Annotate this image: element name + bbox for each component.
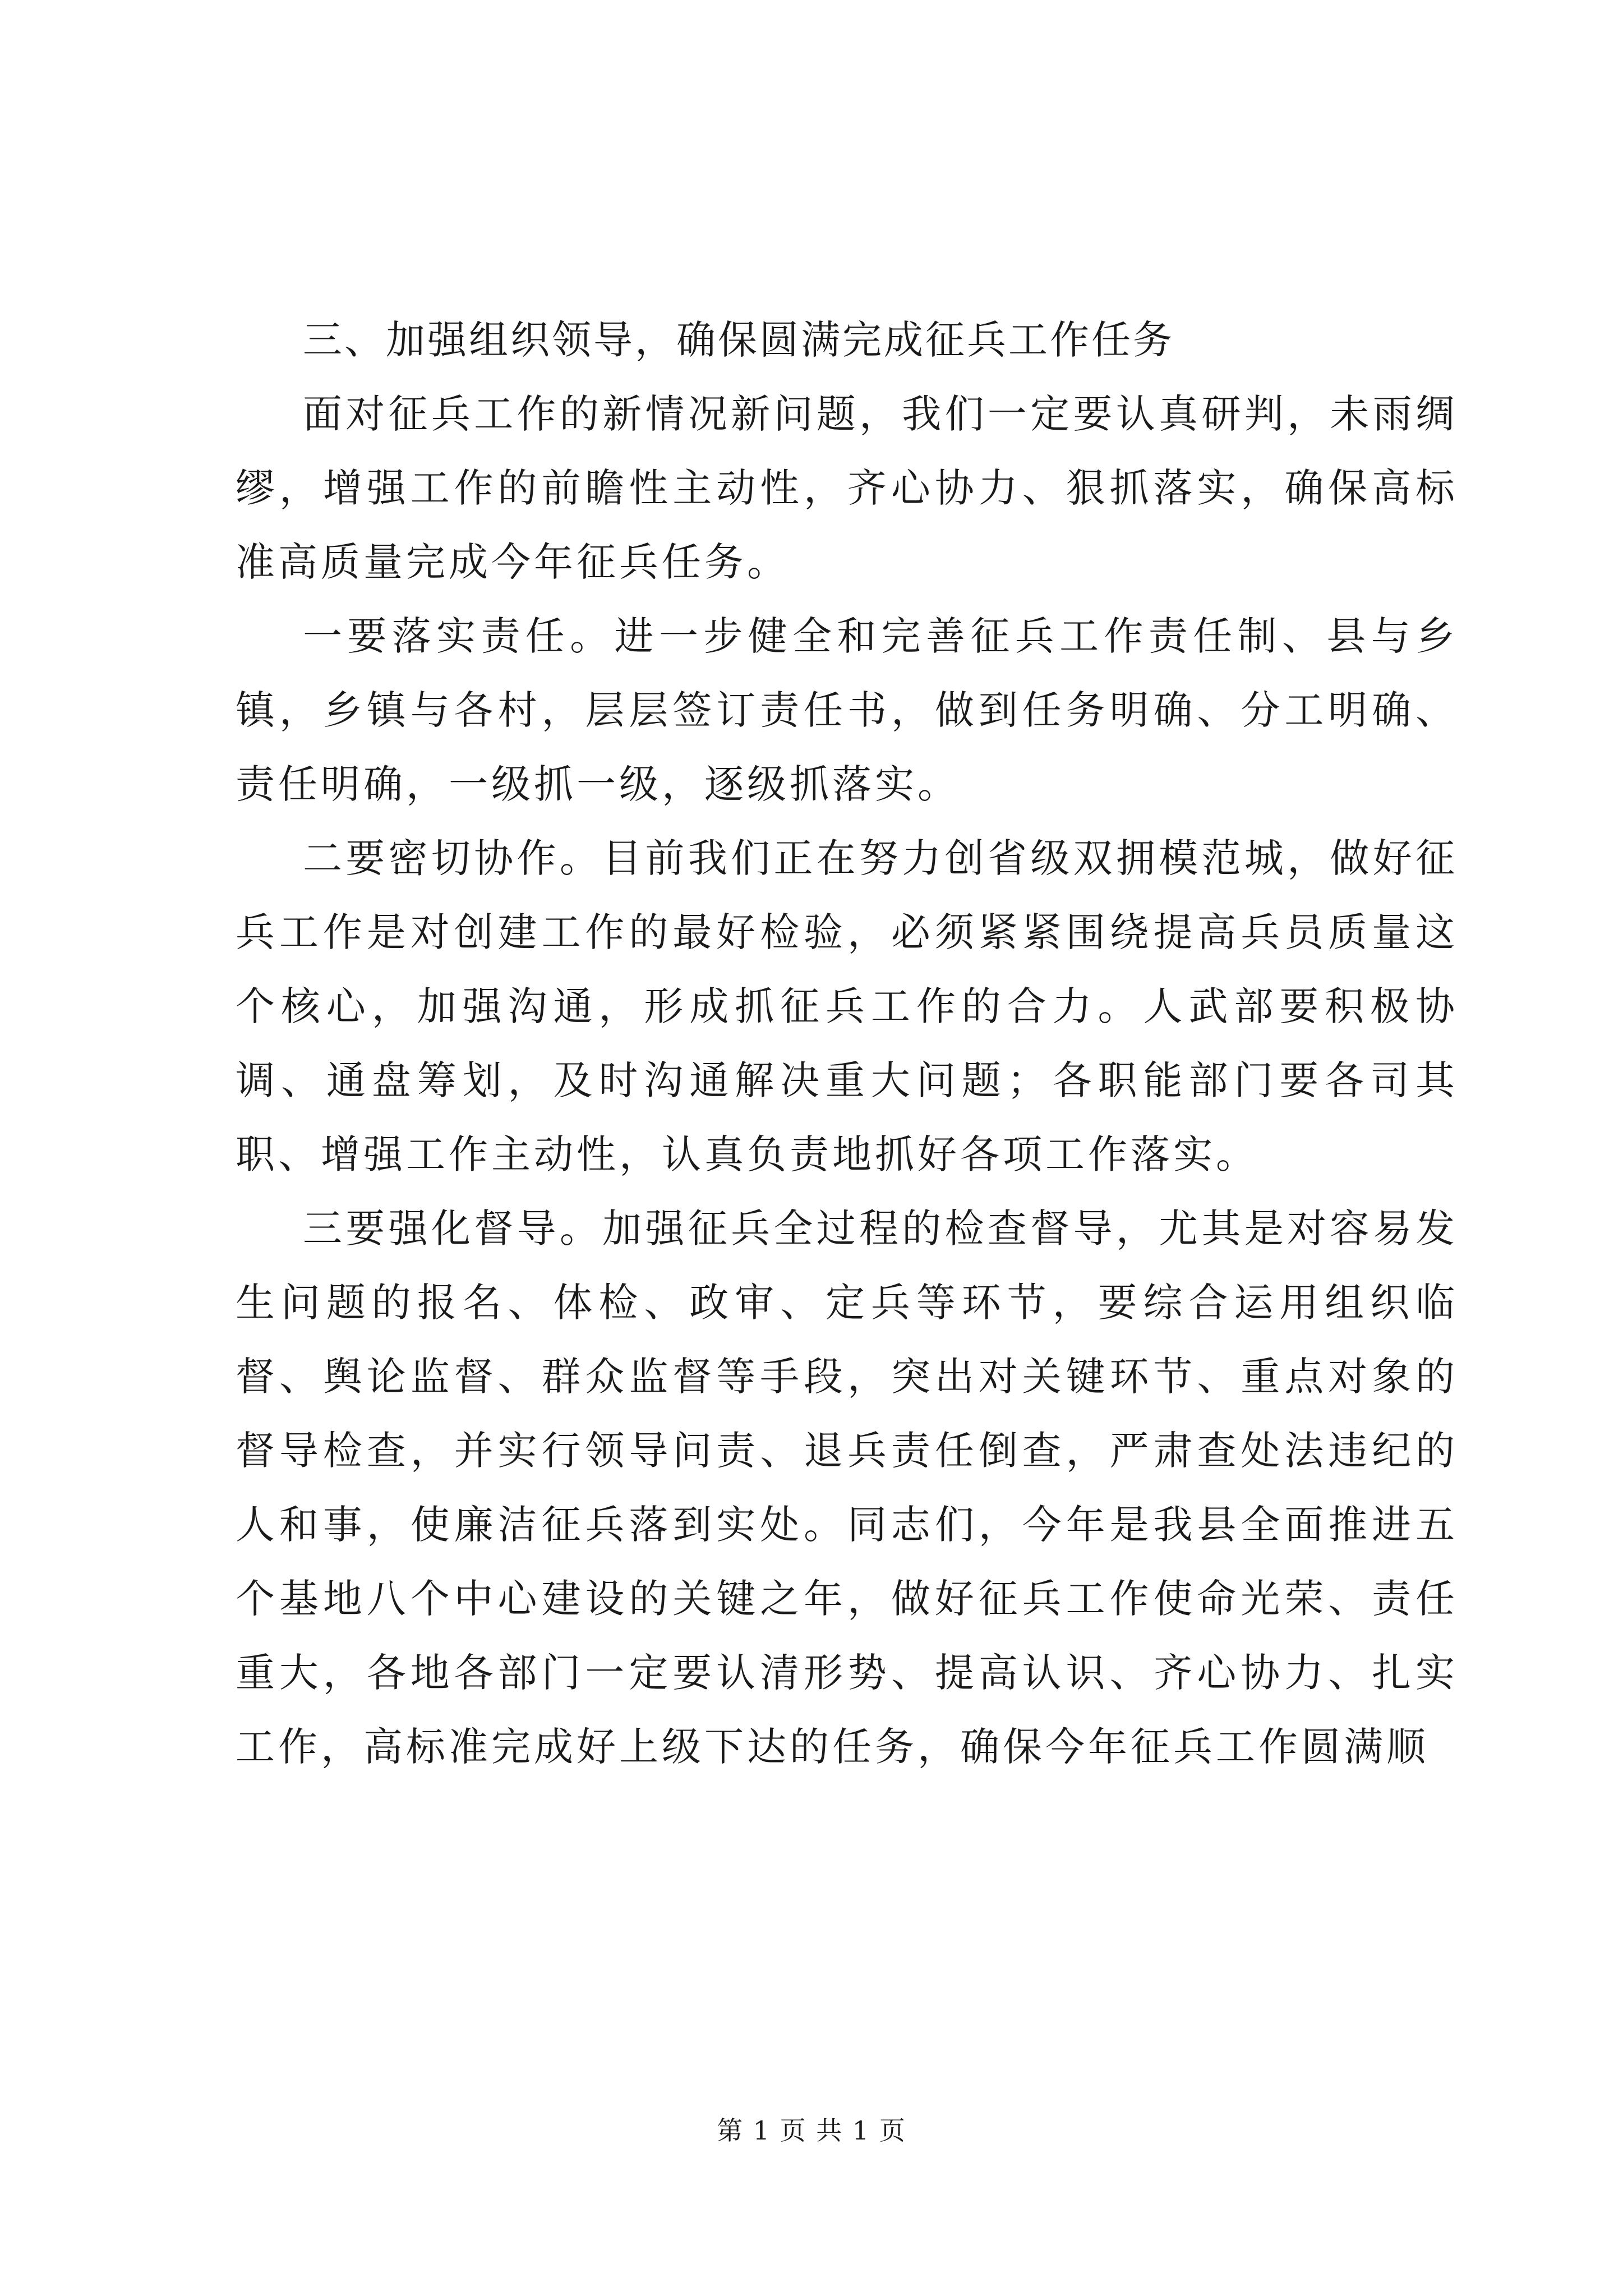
page-footer: 第 1 页 共 1 页 [717,2115,906,2146]
paragraph-responsibility: 一要落实责任。进一步健全和完善征兵工作责任制、县与乡镇，乡镇与各村，层层签订责任书，做到任务明确、分工明确、责任明确，一级抓一级，逐级抓落实。 [236,613,1458,807]
section-heading: 三、加强组织领导，确保圆满完成征兵工作任务 [303,317,1174,363]
paragraph-cooperation: 二要密切协作。目前我们正在努力创省级双拥模范城，做好征兵工作是对创建工作的最好检验，必须紧紧围绕提高兵员质量这个核心，加强沟通，形成抓征兵工作的合力。人武部要积极协调、通盘筹划，及时沟通解决重大问题；各职能部门要各司其职、增强工作主动性，认真负责地抓好各项工作落实。 [236,835,1458,1177]
paragraph-intro: 面对征兵工作的新情况新问题，我们一定要认真研判，未雨绸缪，增强工作的前瞻性主动性，齐心协力、狠抓落实，确保高标准高质量完成今年征兵任务。 [236,391,1458,585]
paragraph-supervision: 三要强化督导。加强征兵全过程的检查督导，尤其是对容易发生问题的报名、体检、政审、定兵等环节，要综合运用组织临督、舆论监督、群众监督等手段，突出对关键环节、重点对象的督导检查，并实行领导问责、退兵责任倒查，严肃查处法违纪的人和事，使廉洁征兵落到实处。同志们，今年是我县全面推进五个基地八个中心建设的关键之年，做好征兵工作使命光荣、责任重大，各地各部门一定要认清形势、提高认识、齐心协力、扎实工作，高标准完成好上级下达的任务，确保今年征兵工作圆满顺 [236,1205,1458,1770]
document-body [236,303,1458,1784]
